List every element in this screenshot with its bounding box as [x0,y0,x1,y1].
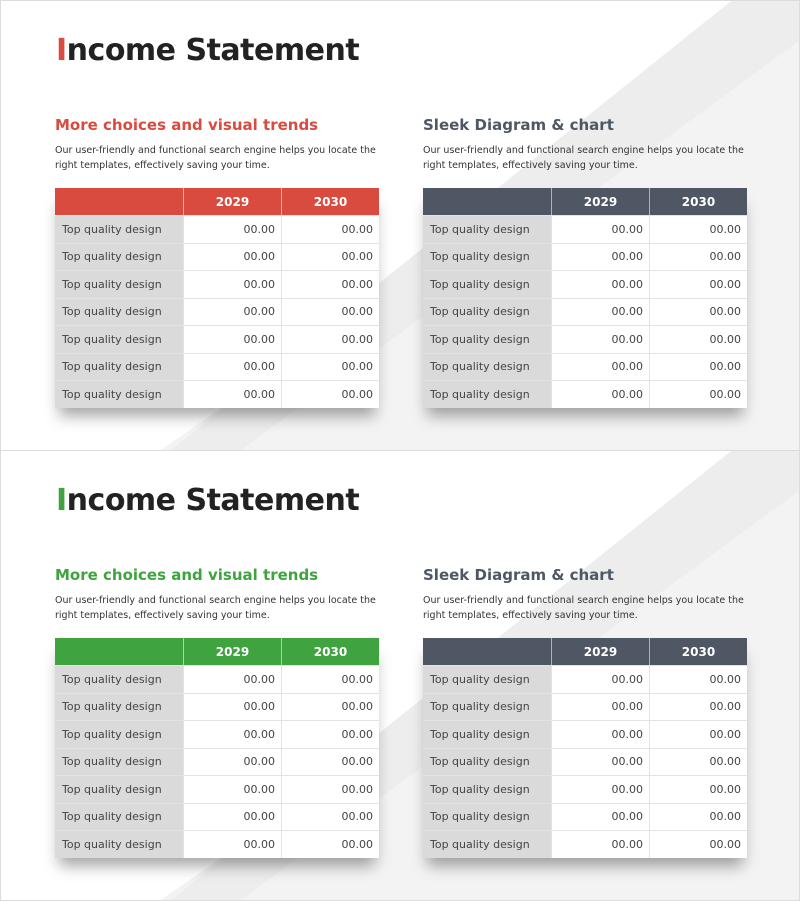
row-label: Top quality design [423,721,551,748]
value-2030: 00.00 [649,216,747,243]
title-rest: ncome Statement [66,483,360,518]
row-label: Top quality design [423,271,551,298]
right-section-heading: Sleek Diagram & chart [423,116,614,134]
table-row [423,693,747,721]
table-row [423,830,747,858]
row-label: Top quality design [423,666,551,693]
value-2029: 00.00 [183,694,281,721]
value-2029: 00.00 [551,326,649,353]
row-label: Top quality design [55,326,183,353]
value-2030: 00.00 [281,804,379,831]
table-header-row [423,638,747,665]
value-2029: 00.00 [551,354,649,381]
row-label: Top quality design [55,354,183,381]
value-2029: 00.00 [183,299,281,326]
page-title [56,483,359,518]
table-row [55,270,379,298]
value-2030: 00.00 [649,326,747,353]
left-section [55,116,379,401]
table-header-row [55,638,379,665]
value-2029: 00.00 [551,244,649,271]
header-year-2030: 2030 [649,638,747,665]
row-label: Top quality design [55,831,183,858]
value-2029: 00.00 [551,299,649,326]
table-row [55,775,379,803]
value-2029: 00.00 [183,666,281,693]
left-section-description: Our user-friendly and functional search engine helps you locate the right templates, effectively saving your time. [55,595,376,621]
row-label: Top quality design [55,694,183,721]
value-2030: 00.00 [281,749,379,776]
header-year-2030: 2030 [649,188,747,215]
row-label: Top quality design [423,381,551,408]
row-label: Top quality design [55,666,183,693]
value-2030: 00.00 [281,721,379,748]
right-income-table [423,638,747,858]
header-label-cell [423,638,551,665]
value-2030: 00.00 [649,776,747,803]
header-year-2029: 2029 [551,188,649,215]
row-label: Top quality design [55,721,183,748]
value-2029: 00.00 [551,749,649,776]
table-row [423,298,747,326]
table-row [55,693,379,721]
value-2029: 00.00 [551,381,649,408]
row-label: Top quality design [423,804,551,831]
value-2029: 00.00 [183,271,281,298]
value-2029: 00.00 [551,271,649,298]
value-2030: 00.00 [649,299,747,326]
table-row [55,665,379,693]
table-row [423,720,747,748]
row-label: Top quality design [55,216,183,243]
value-2030: 00.00 [649,831,747,858]
title-initial: I [56,33,67,68]
table-row [55,353,379,381]
value-2029: 00.00 [183,216,281,243]
row-label: Top quality design [55,776,183,803]
header-year-2030: 2030 [281,638,379,665]
row-label: Top quality design [423,216,551,243]
left-section-heading: More choices and visual trends [55,566,319,584]
table-row [55,830,379,858]
value-2029: 00.00 [551,721,649,748]
value-2030: 00.00 [649,354,747,381]
header-year-2029: 2029 [183,188,281,215]
value-2030: 00.00 [281,831,379,858]
table-row [423,353,747,381]
table-header-row [423,188,747,215]
table-row [55,325,379,353]
right-section-description: Our user-friendly and functional search engine helps you locate the right templates, effectively saving your time. [423,595,744,621]
value-2030: 00.00 [281,666,379,693]
value-2029: 00.00 [183,381,281,408]
table-row [423,748,747,776]
table-row [423,803,747,831]
left-section-heading: More choices and visual trends [55,116,319,134]
header-label-cell [55,638,183,665]
value-2029: 00.00 [551,694,649,721]
left-section-description: Our user-friendly and functional search engine helps you locate the right templates, effectively saving your time. [55,145,376,171]
table-row [55,803,379,831]
value-2030: 00.00 [281,381,379,408]
value-2029: 00.00 [551,216,649,243]
value-2030: 00.00 [649,244,747,271]
row-label: Top quality design [55,381,183,408]
row-label: Top quality design [423,694,551,721]
row-label: Top quality design [423,354,551,381]
table-row [423,325,747,353]
value-2030: 00.00 [281,694,379,721]
value-2030: 00.00 [649,666,747,693]
value-2029: 00.00 [183,749,281,776]
table-row [55,298,379,326]
row-label: Top quality design [423,326,551,353]
table-row [423,380,747,408]
value-2030: 00.00 [281,354,379,381]
header-year-2029: 2029 [551,638,649,665]
value-2029: 00.00 [551,804,649,831]
table-row [55,748,379,776]
value-2030: 00.00 [281,299,379,326]
page-title [56,33,359,68]
table-row [423,270,747,298]
right-section-description: Our user-friendly and functional search engine helps you locate the right templates, effectively saving your time. [423,145,744,171]
value-2029: 00.00 [183,721,281,748]
table-row [423,215,747,243]
header-label-cell [423,188,551,215]
title-rest: ncome Statement [66,33,360,68]
value-2029: 00.00 [183,776,281,803]
title-initial: I [56,483,67,518]
value-2030: 00.00 [649,721,747,748]
value-2030: 00.00 [281,776,379,803]
value-2030: 00.00 [649,749,747,776]
row-label: Top quality design [55,271,183,298]
table-row [55,720,379,748]
value-2030: 00.00 [281,326,379,353]
right-section [423,566,747,851]
value-2029: 00.00 [551,776,649,803]
row-label: Top quality design [423,831,551,858]
left-income-table [55,638,379,858]
value-2030: 00.00 [649,804,747,831]
value-2029: 00.00 [183,831,281,858]
header-label-cell [55,188,183,215]
value-2029: 00.00 [551,666,649,693]
value-2029: 00.00 [183,244,281,271]
row-label: Top quality design [423,749,551,776]
left-section [55,566,379,851]
header-year-2030: 2030 [281,188,379,215]
value-2029: 00.00 [551,831,649,858]
table-header-row [55,188,379,215]
row-label: Top quality design [423,244,551,271]
header-year-2029: 2029 [183,638,281,665]
row-label: Top quality design [55,244,183,271]
table-row [55,215,379,243]
left-income-table [55,188,379,408]
value-2030: 00.00 [649,381,747,408]
table-row [423,665,747,693]
slide-2 [0,450,800,901]
right-section [423,116,747,401]
table-row [55,380,379,408]
right-income-table [423,188,747,408]
row-label: Top quality design [55,804,183,831]
value-2030: 00.00 [281,216,379,243]
row-label: Top quality design [423,299,551,326]
table-row [55,243,379,271]
value-2030: 00.00 [649,271,747,298]
value-2029: 00.00 [183,804,281,831]
value-2029: 00.00 [183,326,281,353]
right-section-heading: Sleek Diagram & chart [423,566,614,584]
value-2030: 00.00 [281,244,379,271]
value-2030: 00.00 [281,271,379,298]
table-row [423,775,747,803]
value-2029: 00.00 [183,354,281,381]
table-row [423,243,747,271]
row-label: Top quality design [423,776,551,803]
row-label: Top quality design [55,299,183,326]
value-2030: 00.00 [649,694,747,721]
row-label: Top quality design [55,749,183,776]
